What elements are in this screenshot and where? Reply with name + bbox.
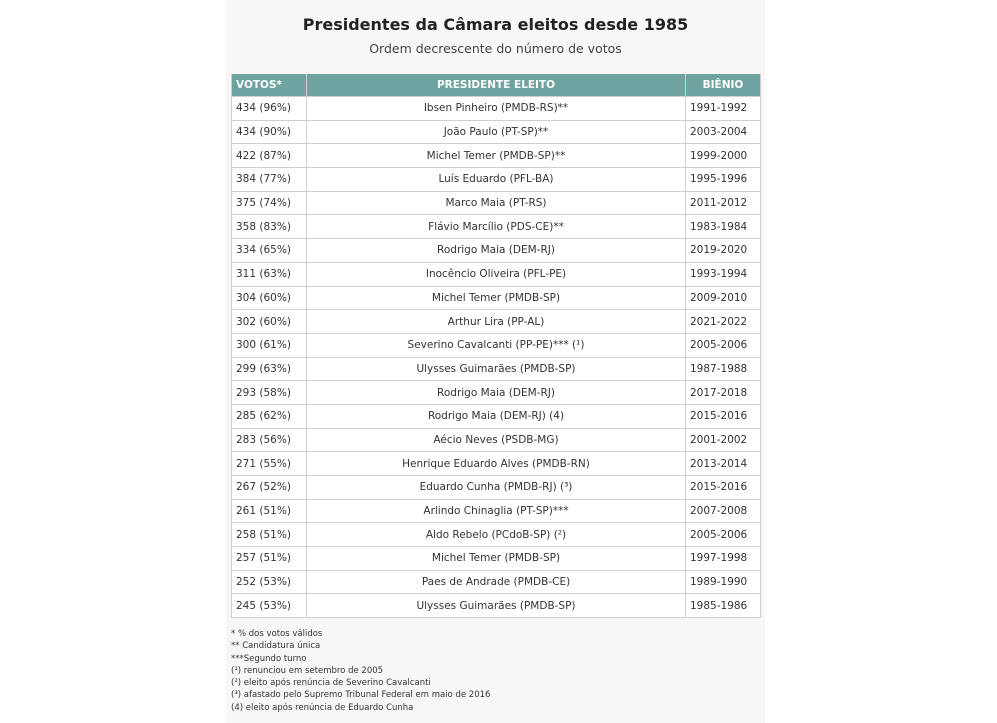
footnotes [231, 628, 760, 714]
cell-votos: 302 (60%) [232, 310, 307, 334]
cell-votos: 283 (56%) [232, 428, 307, 452]
cell-presidente: Rodrigo Maia (DEM-RJ) [307, 381, 686, 405]
table-row [232, 168, 761, 192]
cell-presidente: Flávio Marcílio (PDS-CE)** [307, 215, 686, 239]
cell-presidente: Rodrigo Maia (DEM-RJ) [307, 239, 686, 263]
table-row [232, 286, 761, 310]
cell-presidente: Inocêncio Oliveira (PFL-PE) [307, 262, 686, 286]
cell-bienio: 1995-1996 [686, 168, 761, 192]
cell-votos: 300 (61%) [232, 333, 307, 357]
cell-presidente: Henrique Eduardo Alves (PMDB-RN) [307, 452, 686, 476]
cell-votos: 358 (83%) [232, 215, 307, 239]
cell-presidente: Severino Cavalcanti (PP-PE)*** (¹) [307, 333, 686, 357]
table-row [232, 333, 761, 357]
table-row [232, 262, 761, 286]
table-row [232, 428, 761, 452]
cell-presidente: Rodrigo Maia (DEM-RJ) (4) [307, 404, 686, 428]
cell-votos: 422 (87%) [232, 144, 307, 168]
cell-votos: 299 (63%) [232, 357, 307, 381]
cell-votos: 384 (77%) [232, 168, 307, 192]
cell-presidente: Aécio Neves (PSDB-MG) [307, 428, 686, 452]
cell-bienio: 1985-1986 [686, 594, 761, 618]
cell-votos: 293 (58%) [232, 381, 307, 405]
cell-votos: 261 (51%) [232, 499, 307, 523]
table-row [232, 404, 761, 428]
cell-bienio: 1997-1998 [686, 547, 761, 571]
cell-presidente: Arlindo Chinaglia (PT-SP)*** [307, 499, 686, 523]
cell-presidente: Aldo Rebelo (PCdoB-SP) (²) [307, 523, 686, 547]
cell-votos: 285 (62%) [232, 404, 307, 428]
footnote: (²) eleito após renúncia de Severino Cavalcanti [231, 678, 431, 689]
table-row [232, 523, 761, 547]
cell-votos: 334 (65%) [232, 239, 307, 263]
cell-votos: 252 (53%) [232, 570, 307, 594]
header-votos: VOTOS* [232, 74, 307, 97]
cell-presidente: Paes de Andrade (PMDB-CE) [307, 570, 686, 594]
table-row [232, 547, 761, 571]
cell-votos: 311 (63%) [232, 262, 307, 286]
cell-presidente: Michel Temer (PMDB-SP)** [307, 144, 686, 168]
table-row [232, 120, 761, 144]
cell-presidente: Ulysses Guimarães (PMDB-SP) [307, 357, 686, 381]
table-row [232, 97, 761, 121]
cell-bienio: 1983-1984 [686, 215, 761, 239]
presidents-table [231, 74, 761, 618]
cell-bienio: 1999-2000 [686, 144, 761, 168]
table-row [232, 499, 761, 523]
cell-presidente: Michel Temer (PMDB-SP) [307, 286, 686, 310]
cell-presidente: Luís Eduardo (PFL-BA) [307, 168, 686, 192]
cell-bienio: 1989-1990 [686, 570, 761, 594]
cell-bienio: 1991-1992 [686, 97, 761, 121]
table-body [232, 97, 761, 618]
cell-bienio: 2013-2014 [686, 452, 761, 476]
table-row [232, 357, 761, 381]
table-row [232, 594, 761, 618]
table-header-row [232, 74, 761, 97]
cell-bienio: 2021-2022 [686, 310, 761, 334]
table-row [232, 215, 761, 239]
cell-bienio: 2005-2006 [686, 333, 761, 357]
table-row [232, 476, 761, 500]
page-subtitle: Ordem decrescente do número de votos [369, 41, 622, 56]
cell-presidente: Marco Maia (PT-RS) [307, 191, 686, 215]
cell-bienio: 2019-2020 [686, 239, 761, 263]
cell-presidente: João Paulo (PT-SP)** [307, 120, 686, 144]
cell-bienio: 2011-2012 [686, 191, 761, 215]
table-row [232, 570, 761, 594]
table-row [232, 310, 761, 334]
cell-votos: 271 (55%) [232, 452, 307, 476]
cell-votos: 304 (60%) [232, 286, 307, 310]
table-row [232, 191, 761, 215]
cell-presidente: Arthur Lira (PP-AL) [307, 310, 686, 334]
cell-votos: 257 (51%) [232, 547, 307, 571]
cell-votos: 375 (74%) [232, 191, 307, 215]
header-bienio: BIÊNIO [686, 74, 761, 97]
cell-bienio: 1993-1994 [686, 262, 761, 286]
cell-presidente: Ibsen Pinheiro (PMDB-RS)** [307, 97, 686, 121]
header-presidente: PRESIDENTE ELEITO [307, 74, 686, 97]
cell-bienio: 1987-1988 [686, 357, 761, 381]
cell-bienio: 2005-2006 [686, 523, 761, 547]
cell-bienio: 2017-2018 [686, 381, 761, 405]
cell-votos: 245 (53%) [232, 594, 307, 618]
cell-presidente: Eduardo Cunha (PMDB-RJ) (³) [307, 476, 686, 500]
footnote: (¹) renunciou em setembro de 2005 [231, 665, 384, 676]
cell-votos: 258 (51%) [232, 523, 307, 547]
cell-votos: 434 (96%) [232, 97, 307, 121]
chart-panel [226, 0, 765, 723]
cell-bienio: 2015-2016 [686, 404, 761, 428]
table-row [232, 452, 761, 476]
cell-votos: 267 (52%) [232, 476, 307, 500]
cell-presidente: Ulysses Guimarães (PMDB-SP) [307, 594, 686, 618]
table-row [232, 381, 761, 405]
cell-presidente: Michel Temer (PMDB-SP) [307, 547, 686, 571]
page-title: Presidentes da Câmara eleitos desde 1985 [302, 15, 689, 34]
cell-bienio: 2001-2002 [686, 428, 761, 452]
cell-votos: 434 (90%) [232, 120, 307, 144]
footnote: (³) afastado pelo Supremo Tribunal Federal em maio de 2016 [231, 690, 491, 701]
cell-bienio: 2015-2016 [686, 476, 761, 500]
footnote: ***Segundo turno [231, 653, 307, 664]
footnote: (4) eleito após renúncia de Eduardo Cunha [231, 702, 414, 713]
footnote: ** Candidatura única [231, 641, 321, 652]
table-row [232, 144, 761, 168]
cell-bienio: 2009-2010 [686, 286, 761, 310]
table-row [232, 239, 761, 263]
cell-bienio: 2007-2008 [686, 499, 761, 523]
cell-bienio: 2003-2004 [686, 120, 761, 144]
footnote: * % dos votos válidos [231, 629, 323, 639]
